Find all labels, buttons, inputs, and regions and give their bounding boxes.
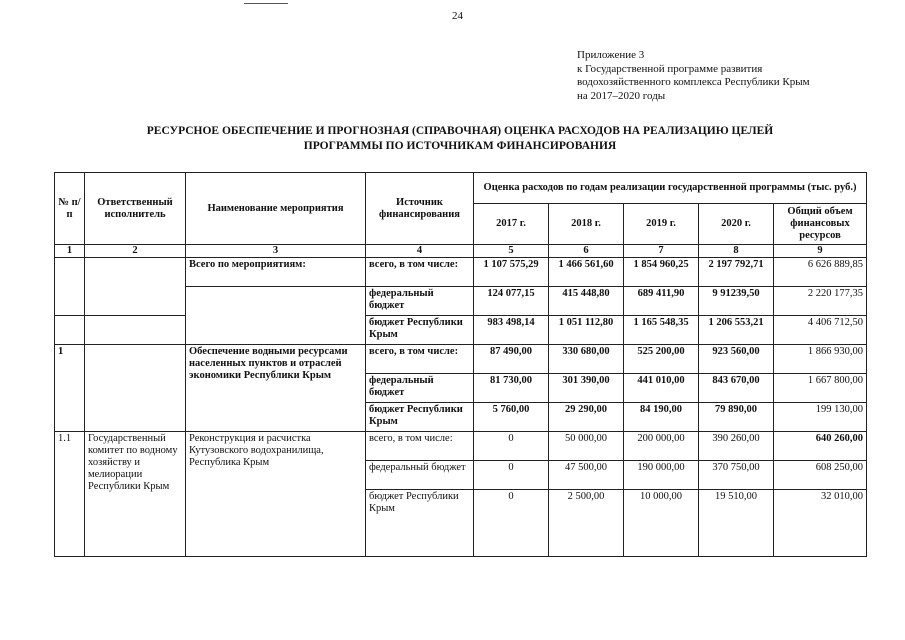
value-total: 2 220 177,35 (774, 287, 867, 316)
value-2018: 415 448,80 (549, 287, 624, 316)
header-year-2017: 2017 г. (474, 204, 549, 245)
value-2019: 84 190,00 (624, 403, 699, 432)
value-2020: 390 260,00 (699, 432, 774, 461)
appendix-note (577, 49, 810, 103)
header-num: № п/п (55, 173, 85, 245)
value-2018: 301 390,00 (549, 374, 624, 403)
row-num: 1.1 (55, 432, 85, 557)
document-title (60, 124, 860, 154)
value-2019: 10 000,00 (624, 490, 699, 557)
appendix-line: на 2017–2020 годы (577, 89, 666, 102)
row-executor: Государственный комитет по водному хозяйству и мелиорации Республики Крым (85, 432, 186, 557)
column-number: 7 (624, 245, 699, 258)
column-numbers-row (55, 245, 867, 258)
value-total: 1 866 930,00 (774, 345, 867, 374)
row-measure-empty (186, 287, 366, 345)
value-2018: 1 466 561,60 (549, 258, 624, 287)
row-source: федеральный бюджет (366, 287, 474, 316)
column-number: 1 (55, 245, 85, 258)
value-2018: 29 290,00 (549, 403, 624, 432)
row-executor (85, 345, 186, 432)
value-2019: 1 165 548,35 (624, 316, 699, 345)
value-2020: 843 670,00 (699, 374, 774, 403)
header-measure: Наименование мероприятия (186, 173, 366, 245)
column-number: 3 (186, 245, 366, 258)
value-2018: 47 500,00 (549, 461, 624, 490)
column-number: 6 (549, 245, 624, 258)
header-executor: Ответственный исполнитель (85, 173, 186, 245)
table-row (55, 345, 867, 374)
row-source: федеральный бюджет (366, 461, 474, 490)
table-row (55, 316, 867, 345)
column-number: 5 (474, 245, 549, 258)
header-estimate: Оценка расходов по годам реализации государственной программы (тыс. руб.) (474, 173, 867, 204)
value-2017: 983 498,14 (474, 316, 549, 345)
value-2020: 79 890,00 (699, 403, 774, 432)
table-row (55, 432, 867, 461)
header-source: Источник финансирования (366, 173, 474, 245)
value-2020: 19 510,00 (699, 490, 774, 557)
title-line: РЕСУРСНОЕ ОБЕСПЕЧЕНИЕ И ПРОГНОЗНАЯ (СПРАВОЧНАЯ) ОЦЕНКА РАСХОДОВ НА РЕАЛИЗАЦИЮ ЦЕЛЕЙ (146, 125, 774, 137)
value-2018: 330 680,00 (549, 345, 624, 374)
row-source: бюджет Республики Крым (366, 316, 474, 345)
value-2020: 2 197 792,71 (699, 258, 774, 287)
value-2020: 9 91239,50 (699, 287, 774, 316)
value-total: 32 010,00 (774, 490, 867, 557)
header-year-2019: 2019 г. (624, 204, 699, 245)
budget-table (54, 172, 867, 557)
header-year-2020: 2020 г. (699, 204, 774, 245)
value-2017: 0 (474, 461, 549, 490)
value-2018: 50 000,00 (549, 432, 624, 461)
table-row (55, 258, 867, 287)
value-total: 1 667 800,00 (774, 374, 867, 403)
appendix-line: к Государственной программе развития (577, 62, 763, 75)
row-source: бюджет Республики Крым (366, 403, 474, 432)
value-2019: 200 000,00 (624, 432, 699, 461)
value-2019: 190 000,00 (624, 461, 699, 490)
value-2019: 689 411,90 (624, 287, 699, 316)
value-2017: 124 077,15 (474, 287, 549, 316)
row-source: всего, в том числе: (366, 345, 474, 374)
row-measure: Реконструкция и расчистка Кутузовского водохранилища, Республика Крым (186, 432, 366, 557)
column-number: 4 (366, 245, 474, 258)
row-source: всего, в том числе: (366, 432, 474, 461)
header-year-2018: 2018 г. (549, 204, 624, 245)
column-number: 2 (85, 245, 186, 258)
value-2017: 1 107 575,29 (474, 258, 549, 287)
value-2020: 923 560,00 (699, 345, 774, 374)
value-total: 4 406 712,50 (774, 316, 867, 345)
row-num (55, 258, 85, 316)
value-total: 6 626 889,85 (774, 258, 867, 287)
value-2020: 370 750,00 (699, 461, 774, 490)
column-number: 8 (699, 245, 774, 258)
value-2017: 0 (474, 490, 549, 557)
value-2019: 525 200,00 (624, 345, 699, 374)
row-measure: Обеспечение водными ресурсами населенных пунктов и отраслей экономики Республики Крым (186, 345, 366, 432)
value-2017: 0 (474, 432, 549, 461)
row-measure: Всего по мероприятиям: (186, 258, 366, 287)
row-source: федеральный бюджет (366, 374, 474, 403)
page-number: 24 (452, 10, 463, 22)
value-total: 199 130,00 (774, 403, 867, 432)
value-2017: 81 730,00 (474, 374, 549, 403)
value-2019: 441 010,00 (624, 374, 699, 403)
appendix-line: водохозяйственного комплекса Республики Крым (577, 76, 810, 88)
row-source: бюджет Республики Крым (366, 490, 474, 557)
row-executor (85, 258, 186, 316)
value-2020: 1 206 553,21 (699, 316, 774, 345)
value-2017: 5 760,00 (474, 403, 549, 432)
appendix-line: Приложение 3 (577, 49, 645, 61)
value-2017: 87 490,00 (474, 345, 549, 374)
row-executor (85, 316, 186, 345)
header-total: Общий объем финансовых ресурсов (774, 204, 867, 245)
row-num: 1 (55, 345, 85, 432)
column-number: 9 (774, 245, 867, 258)
title-line: ПРОГРАММЫ ПО ИСТОЧНИКАМ ФИНАНСИРОВАНИЯ (303, 140, 617, 152)
value-2018: 1 051 112,80 (549, 316, 624, 345)
header-rule (244, 3, 288, 4)
row-source: всего, в том числе: (366, 258, 474, 287)
row-num (55, 316, 85, 345)
value-2018: 2 500,00 (549, 490, 624, 557)
value-2019: 1 854 960,25 (624, 258, 699, 287)
value-total: 640 260,00 (774, 432, 867, 461)
value-total: 608 250,00 (774, 461, 867, 490)
